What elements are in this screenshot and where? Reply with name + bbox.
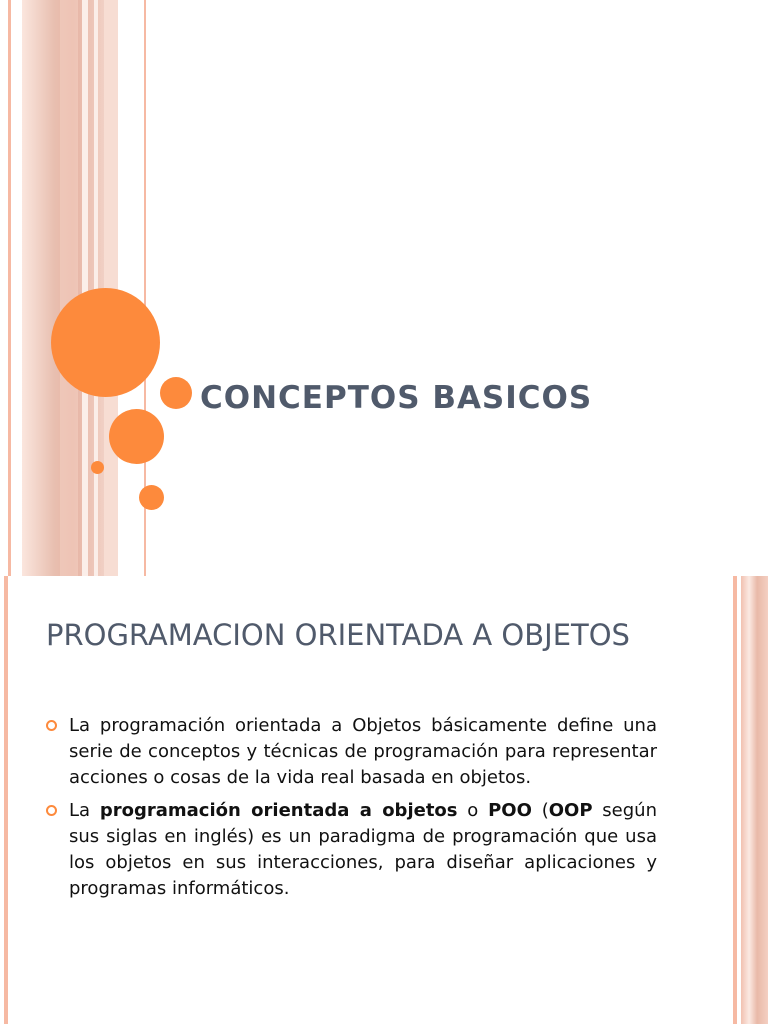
- decorative-circle: [109, 409, 164, 464]
- decorative-circle: [51, 288, 160, 397]
- decorative-stripe: [741, 576, 768, 1024]
- bold-term: OOP: [548, 800, 593, 821]
- text-segment: La: [69, 800, 100, 821]
- bullet-text: La programación orientada a Objetos básicamente define una serie de conceptos y técnicas de programación para representar acciones o cosas de la vida real basada en objetos.: [69, 715, 657, 788]
- text-segment: o: [457, 800, 489, 821]
- bold-term: programación orientada a objetos: [99, 800, 458, 821]
- decorative-circle: [91, 461, 104, 474]
- decorative-circle: [139, 485, 164, 510]
- text-segment: (: [531, 800, 549, 821]
- content-slide: [0, 576, 768, 1024]
- slide-heading: PROGRAMACION ORIENTADA A OBJETOS: [46, 618, 630, 652]
- bullet-circle-icon: [46, 720, 57, 731]
- slide-title: CONCEPTOS BASICOS: [200, 380, 593, 416]
- bullet-text: [69, 800, 657, 899]
- text-segment: según sus siglas en inglés) es un paradigma de programación que usa los objetos en sus interacciones, para diseñar aplicaciones y programas informáticos.: [69, 800, 657, 899]
- decorative-stripe: [60, 0, 78, 576]
- bullet-list: [46, 713, 657, 909]
- bullet-circle-icon: [46, 805, 57, 816]
- decorative-stripe: [4, 576, 8, 1024]
- decorative-stripe: [82, 0, 88, 576]
- bullet-item: [46, 713, 657, 791]
- decorative-circle: [160, 377, 192, 409]
- bold-term: POO: [488, 800, 532, 821]
- bullet-item: [46, 798, 657, 902]
- decorative-stripe: [8, 0, 11, 576]
- decorative-stripe: [733, 576, 737, 1024]
